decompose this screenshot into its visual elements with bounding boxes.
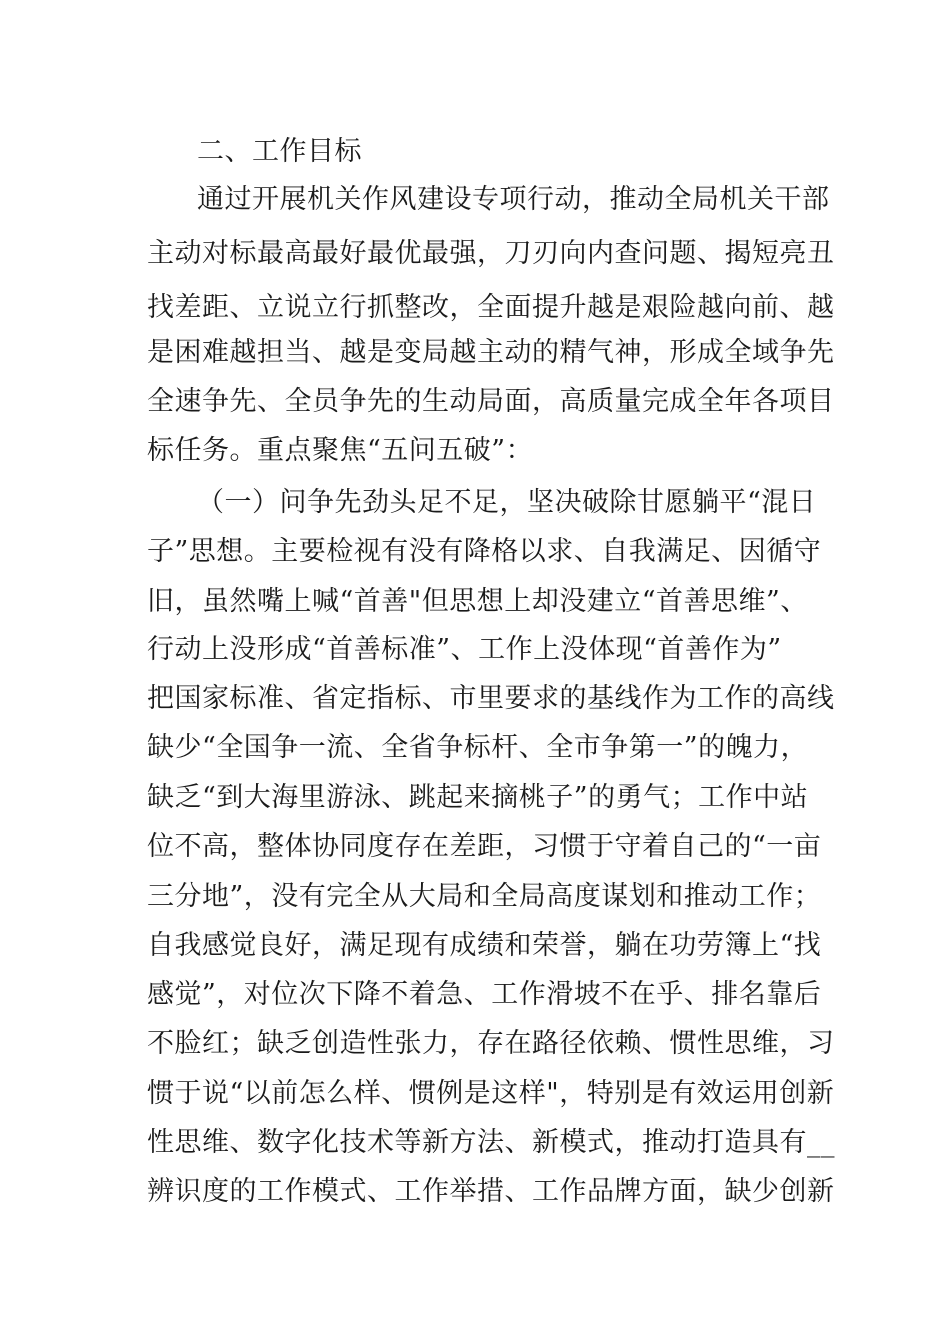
paragraph-line: 旧，虽然嘴上喊“首善"但思想上却没建立“首善思维”、 (147, 586, 808, 617)
paragraph-line: 感觉”，对位次下降不着急、工作滑坡不在乎、排名靠后 (147, 979, 822, 1010)
paragraph-line: 主动对标最高最好最优最强，刀刃向内查问题、揭短亮丑 (147, 238, 835, 269)
paragraph-line: 三分地”，没有完全从大局和全局高度谋划和推动工作； (147, 881, 822, 912)
paragraph-line: 缺乏“到大海里游泳、跳起来摘桃子”的勇气；工作中站 (147, 782, 809, 813)
paragraph-line: 通过开展机关作风建设专项行动，推动全局机关干部 (197, 184, 830, 215)
paragraph-line: 找差距、立说立行抓整改，全面提升越是艰险越向前、越 (147, 292, 835, 323)
paragraph-line: 缺少“全国争一流、全省争标杆、全市争第一”的魄力， (147, 732, 809, 763)
paragraph-line: 位不高，整体协同度存在差距，习惯于守着自己的“一亩 (147, 831, 822, 862)
section-heading: 二、工作目标 (197, 136, 362, 167)
paragraph-line: 自我感觉良好，满足现有成绩和荣誉，躺在功劳簿上“找 (147, 930, 822, 961)
paragraph-line: 行动上没形成“首善标准”、工作上没体现“首善作为” (147, 634, 782, 665)
paragraph-line: 性思维、数字化技术等新方法、新模式，推动打造具有__ (147, 1127, 835, 1158)
paragraph-line: 是困难越担当、越是变局越主动的精气神，形成全域争先 (147, 337, 835, 368)
paragraph-line: （一）问争先劲头足不足，坚决破除甘愿躺平“混日 (197, 487, 817, 518)
paragraph-line: 标任务。重点聚焦“五问五破”： (147, 435, 534, 466)
paragraph-line: 惯于说“以前怎么样、惯例是这样"，特别是有效运用创新 (147, 1078, 835, 1109)
paragraph-line: 辨识度的工作模式、工作举措、工作品牌方面，缺少创新 (147, 1176, 835, 1207)
paragraph-line: 全速争先、全员争先的生动局面，高质量完成全年各项目 (147, 386, 835, 417)
paragraph-line: 不脸红；缺乏创造性张力，存在路径依赖、惯性思维，习 (147, 1028, 835, 1059)
paragraph-line: 把国家标准、省定指标、市里要求的基线作为工作的高线 (147, 683, 835, 714)
paragraph-line: 子”思想。主要检视有没有降格以求、自我满足、因循守 (147, 536, 822, 567)
